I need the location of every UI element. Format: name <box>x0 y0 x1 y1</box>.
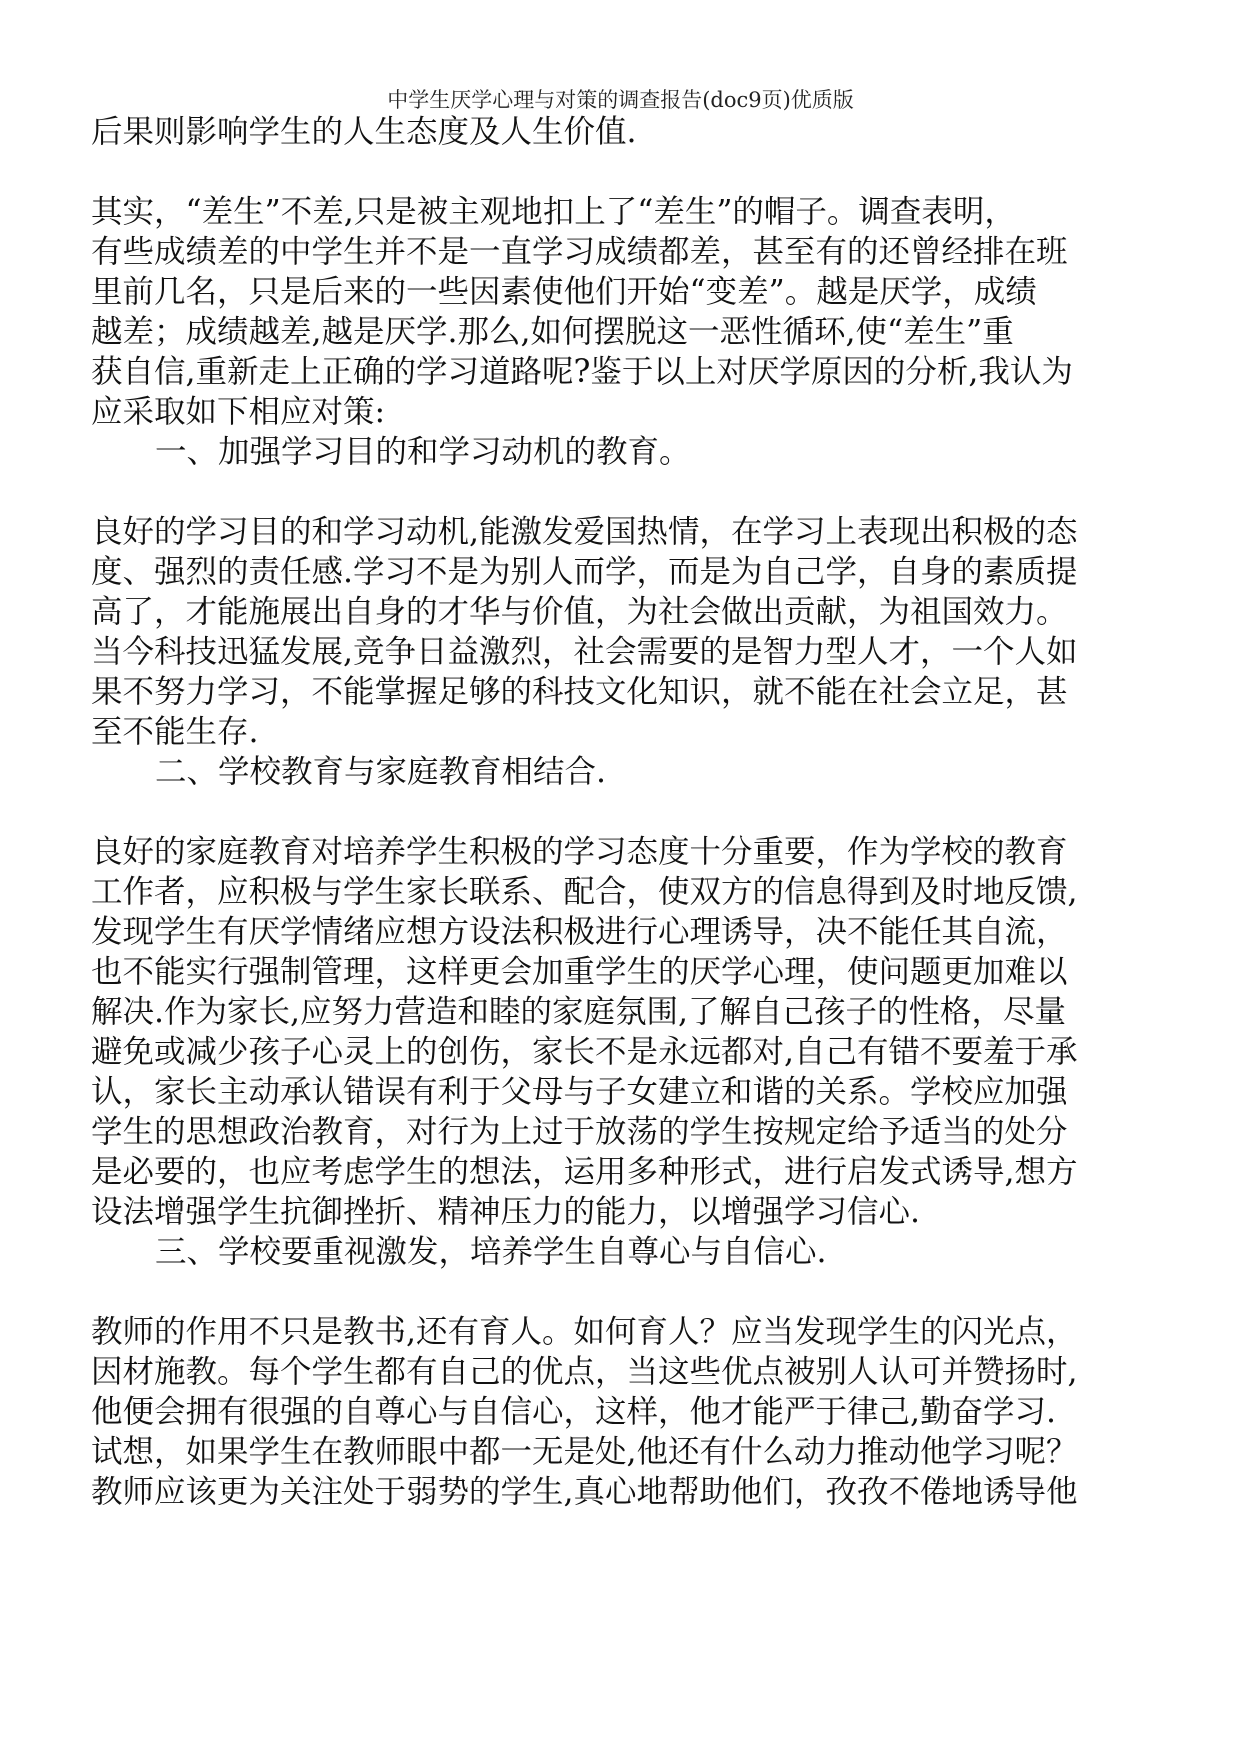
paragraph-line: 越差；成绩越差,越是厌学.那么,如何摆脱这一恶性循环,使“差生”重 <box>91 314 1014 350</box>
paragraph-line: 至不能生存. <box>91 714 259 750</box>
paragraph-3 <box>91 832 1141 1232</box>
paragraph-1 <box>91 192 1141 432</box>
paragraph-line: 其实，“差生”不差,只是被主观地扣上了“差生”的帽子。调查表明， <box>91 194 1016 230</box>
paragraph-gap <box>91 152 1141 192</box>
paragraph-gap <box>91 1272 1141 1312</box>
paragraph-line: 后果则影响学生的人生态度及人生价值. <box>91 114 637 150</box>
section-heading-1: 一、加强学习目的和学习动机的教育。 <box>155 434 691 470</box>
paragraph-line: 教师的作用不只是教书,还有育人。如何育人？应当发现学生的闪光点， <box>91 1314 1078 1350</box>
paragraph-line: 良好的家庭教育对培养学生积极的学习态度十分重要，作为学校的教育 <box>91 834 1068 870</box>
paragraph-line: 解决.作为家长,应努力营造和睦的家庭氛围,了解自己孩子的性格，尽量 <box>91 994 1067 1030</box>
paragraph-2 <box>91 512 1141 752</box>
paragraph-line: 认，家长主动承认错误有利于父母与子女建立和谐的关系。学校应加强 <box>91 1074 1068 1110</box>
paragraph-line: 发现学生有厌学情绪应想方设法积极进行心理诱导，决不能任其自流， <box>91 914 1068 950</box>
section-heading-2: 二、学校教育与家庭教育相结合. <box>155 754 607 790</box>
paragraph-line: 工作者，应积极与学生家长联系、配合，使双方的信息得到及时地反馈, <box>91 874 1078 910</box>
paragraph-line: 获自信,重新走上正确的学习道路呢?鉴于以上对厌学原因的分析,我认为 <box>91 354 1073 390</box>
running-header: 中学生厌学心理与对策的调查报告(doc9页)优质版 <box>387 88 854 112</box>
paragraph-gap <box>91 472 1141 512</box>
paragraph-line: 也不能实行强制管理，这样更会加重学生的厌学心理，使问题更加难以 <box>91 954 1068 990</box>
paragraph-line: 他便会拥有很强的自尊心与自信心，这样，他才能严于律己,勤奋学习. <box>91 1394 1057 1430</box>
paragraph-line: 有些成绩差的中学生并不是一直学习成绩都差，甚至有的还曾经排在班 <box>91 234 1068 270</box>
paragraph-line: 度、强烈的责任感.学习不是为别人而学，而是为自己学，自身的素质提 <box>91 554 1078 590</box>
paragraph-line: 良好的学习目的和学习动机,能激发爱国热情，在学习上表现出积极的态 <box>91 514 1078 550</box>
paragraph-line: 学生的思想政治教育，对行为上过于放荡的学生按规定给予适当的处分 <box>91 1114 1068 1150</box>
paragraph-4 <box>91 1312 1141 1512</box>
paragraph-line: 高了，才能施展出自身的才华与价值，为社会做出贡献，为祖国效力。 <box>91 594 1068 630</box>
paragraph-line: 设法增强学生抗御挫折、精神压力的能力，以增强学习信心. <box>91 1194 921 1230</box>
paragraph-line: 里前几名，只是后来的一些因素使他们开始“变差”。越是厌学，成绩 <box>91 274 1037 310</box>
paragraph-line: 果不努力学习，不能掌握足够的科技文化知识，就不能在社会立足，甚 <box>91 674 1068 710</box>
paragraph-line: 试想，如果学生在教师眼中都一无是处,他还有什么动力推动他学习呢？ <box>91 1434 1078 1470</box>
paragraph-line: 教师应该更为关注处于弱势的学生,真心地帮助他们，孜孜不倦地诱导他 <box>91 1474 1078 1510</box>
paragraph-line: 避免或减少孩子心灵上的创伤，家长不是永远都对,自己有错不要羞于承 <box>91 1034 1078 1070</box>
paragraph-line: 当今科技迅猛发展,竞争日益激烈，社会需要的是智力型人才，一个人如 <box>91 634 1078 670</box>
paragraph-line: 因材施教。每个学生都有自己的优点，当这些优点被别人认可并赞扬时, <box>91 1354 1078 1390</box>
paragraph-line: 应采取如下相应对策: <box>91 394 386 430</box>
paragraph-line: 是必要的，也应考虑学生的想法，运用多种形式，进行启发式诱导,想方 <box>91 1154 1078 1190</box>
document-body <box>91 112 1141 1512</box>
section-heading-3: 三、学校要重视激发，培养学生自尊心与自信心. <box>155 1234 827 1270</box>
paragraph-gap <box>91 792 1141 832</box>
